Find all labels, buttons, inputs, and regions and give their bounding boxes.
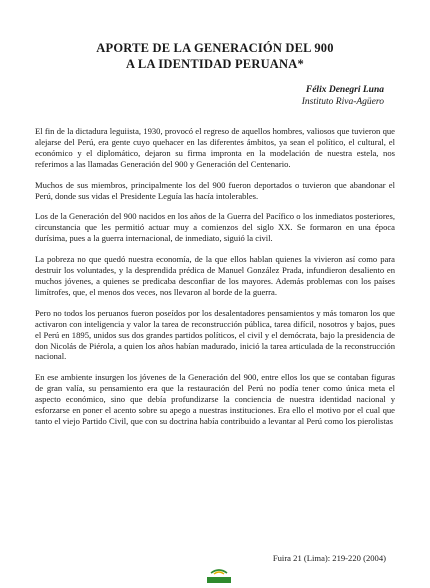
- source-citation: Fuira 21 (Lima): 219-220 (2004): [272, 553, 386, 563]
- paragraph: Los de la Generación del 900 nacidos en los años de la Guerra del Pacífico o los inmediatos posteriores, circunstancia que les permitió actuar muy a comienzos del siglo XX. Se formaron en una época durísima, pues a la guerra internacional, de inmediato, siguió la civil.: [35, 211, 395, 244]
- paragraph: El fin de la dictadura leguiista, 1930, provocó el regreso de aquellos hombres, valiosos que tuvieron que alejarse del Perú, era gente cuyo quehacer en las diferentes ámbitos, ya sean el político, el cultural, el económico y el diplomático, dejaron su firma impronta en la modelación de nuestra estela, nos referimos a las llamadas Generación del 900 y Generación del Centenario.: [35, 126, 395, 169]
- paragraph: Pero no todos los peruanos fueron poseídos por los desalentadores pensamientos y más tomaron los que activaron con inteligencia y valor la tarea de reconstrucción pública, tarea difícil, nosotros y bajos, pues el Perú en 1895, unidos sus dos grandes partidos políticos, el civil y el demócrata, bajo la presidencia de don Nicolás de Piérola, a quien los años habían madurado, inició la tarea articulada de la reconstrucción nacional.: [35, 307, 395, 362]
- author-institution: Instituto Riva-Agüero: [301, 97, 384, 107]
- paragraph: La pobreza no que quedó nuestra economía, de la que ellos hablan quienes la vivieron así como para destruir los voluntades, y la desprendida prédica de Manuel González Prada, infundieron desaliento en muchos jóvenes, a quienes se predicaba desconfiar de los mayores. Además problemas con los países limítrofes, que, el menos dos veces, nos llevaron al borde de la guerra.: [35, 254, 395, 297]
- article-title: [0, 40, 430, 72]
- publisher-logo: [206, 566, 232, 584]
- article-body: [35, 126, 395, 437]
- paragraph: En ese ambiente insurgen los jóvenes de la Generación del 900, entre ellos los que se contaban figuras de gran valía, su pensamiento era que la restauración del Perú no podía tener como única meta el aspecto económico, sino que debía profundizarse la conciencia de nuestra identidad nacional y esforzarse en poner el acento sobre su apego a nuestras instituciones. Era ello el motivo por el cual que tanto el viejo Partido Civil, que con su doctrina había contribuido a levantar al Perú como los pierolistas: [35, 372, 395, 426]
- paragraph: Muchos de sus miembros, principalmente los del 900 fueron deportados o tuvieron que abandonar el Perú, donde sus vidas el Presidente Leguía las hacía intolerables.: [35, 179, 395, 201]
- title-line-2: A LA IDENTIDAD PERUANA*: [126, 57, 304, 71]
- title-line-1: APORTE DE LA GENERACIÓN DEL 900: [96, 41, 334, 55]
- author-block: [302, 84, 384, 108]
- author-name: Félix Denegri Luna: [305, 85, 384, 95]
